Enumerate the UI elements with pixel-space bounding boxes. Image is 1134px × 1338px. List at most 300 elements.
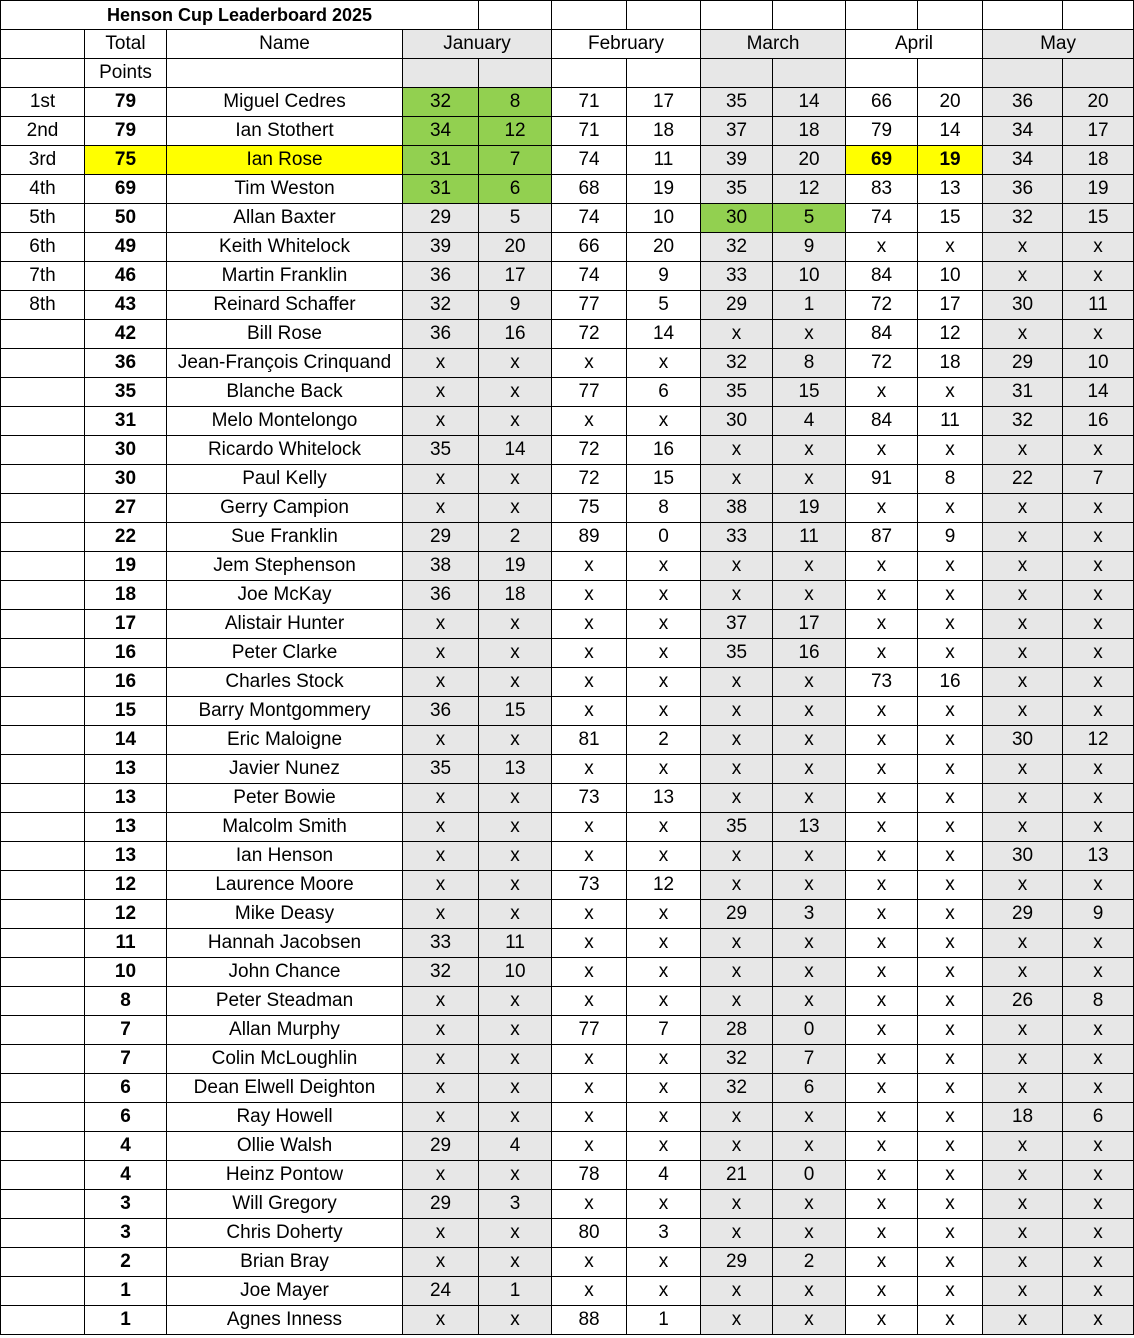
- points-score-cell: x: [627, 1045, 701, 1074]
- gross-score-cell: 35: [701, 175, 773, 204]
- table-row: [1, 581, 1134, 610]
- rank-cell: [1, 1219, 85, 1248]
- gross-score-cell: 30: [701, 407, 773, 436]
- title-row-cell: [846, 1, 918, 30]
- points-score-cell: x: [627, 1248, 701, 1277]
- gross-score-cell: x: [701, 871, 773, 900]
- points-score-cell: x: [627, 842, 701, 871]
- gross-score-cell: 29: [403, 1132, 479, 1161]
- points-score-cell: x: [918, 987, 983, 1016]
- total-points-cell: 79: [85, 88, 167, 117]
- rank-cell: [1, 958, 85, 987]
- gross-score-cell: x: [846, 494, 918, 523]
- points-score-cell: x: [918, 610, 983, 639]
- points-score-cell: x: [627, 668, 701, 697]
- rank-cell: [1, 929, 85, 958]
- table-row: [1, 987, 1134, 1016]
- points-score-cell: x: [773, 1219, 846, 1248]
- gross-score-cell: 29: [983, 349, 1063, 378]
- gross-score-cell: x: [983, 1161, 1063, 1190]
- sheet-title: Henson Cup Leaderboard 2025: [1, 1, 479, 30]
- gross-score-cell: x: [983, 1248, 1063, 1277]
- points-score-cell: 20: [773, 146, 846, 175]
- points-score-cell: x: [479, 349, 552, 378]
- points-score-cell: x: [918, 1074, 983, 1103]
- points-score-cell: x: [773, 1277, 846, 1306]
- gross-score-cell: x: [403, 349, 479, 378]
- gross-score-cell: 18: [983, 1103, 1063, 1132]
- month-header-february: February: [552, 30, 701, 59]
- points-score-cell: x: [918, 1045, 983, 1074]
- player-name-cell: Alistair Hunter: [167, 610, 403, 639]
- points-score-cell: 14: [773, 88, 846, 117]
- rank-cell: [1, 784, 85, 813]
- gross-score-cell: x: [403, 871, 479, 900]
- gross-score-cell: 80: [552, 1219, 627, 1248]
- table-row: [1, 204, 1134, 233]
- gross-score-cell: 36: [403, 320, 479, 349]
- points-score-cell: 17: [1063, 117, 1134, 146]
- player-name-cell: Ricardo Whitelock: [167, 436, 403, 465]
- gross-score-cell: x: [403, 1016, 479, 1045]
- player-name-cell: Gerry Campion: [167, 494, 403, 523]
- total-points-cell: 13: [85, 755, 167, 784]
- total-points-cell: 31: [85, 407, 167, 436]
- points-score-cell: 15: [773, 378, 846, 407]
- gross-score-cell: x: [983, 1219, 1063, 1248]
- month-subheader-cell: [918, 59, 983, 88]
- player-name-cell: Ian Stothert: [167, 117, 403, 146]
- total-points-cell: 43: [85, 291, 167, 320]
- gross-score-cell: x: [552, 349, 627, 378]
- gross-score-cell: x: [983, 1190, 1063, 1219]
- points-score-cell: x: [773, 552, 846, 581]
- gross-score-cell: x: [983, 639, 1063, 668]
- points-score-cell: x: [918, 1103, 983, 1132]
- player-name-cell: Heinz Pontow: [167, 1161, 403, 1190]
- gross-score-cell: x: [846, 233, 918, 262]
- gross-score-cell: x: [983, 697, 1063, 726]
- total-points-cell: 42: [85, 320, 167, 349]
- rank-cell: 2nd: [1, 117, 85, 146]
- total-points-cell: 79: [85, 117, 167, 146]
- points-score-cell: x: [1063, 523, 1134, 552]
- gross-score-cell: x: [552, 1277, 627, 1306]
- rank-cell: [1, 668, 85, 697]
- points-score-cell: 2: [773, 1248, 846, 1277]
- gross-score-cell: x: [846, 697, 918, 726]
- gross-score-cell: x: [846, 1161, 918, 1190]
- gross-score-cell: x: [701, 987, 773, 1016]
- gross-score-cell: 31: [403, 175, 479, 204]
- rank-cell: [1, 494, 85, 523]
- points-score-cell: x: [918, 842, 983, 871]
- points-score-cell: x: [773, 465, 846, 494]
- points-score-cell: 13: [627, 784, 701, 813]
- gross-score-cell: x: [846, 1306, 918, 1335]
- table-row: [1, 349, 1134, 378]
- points-score-cell: 18: [627, 117, 701, 146]
- points-score-cell: x: [918, 581, 983, 610]
- points-score-cell: x: [479, 1016, 552, 1045]
- points-score-cell: x: [1063, 639, 1134, 668]
- rank-cell: 3rd: [1, 146, 85, 175]
- points-score-cell: x: [1063, 1306, 1134, 1335]
- points-score-cell: 6: [479, 175, 552, 204]
- points-score-cell: x: [918, 1132, 983, 1161]
- title-row-cell: [479, 1, 552, 30]
- rank-cell: [1, 726, 85, 755]
- gross-score-cell: 72: [846, 291, 918, 320]
- player-name-cell: Javier Nunez: [167, 755, 403, 784]
- gross-score-cell: 30: [983, 726, 1063, 755]
- title-row-cell: [773, 1, 846, 30]
- gross-score-cell: 84: [846, 407, 918, 436]
- points-score-cell: 10: [479, 958, 552, 987]
- gross-score-cell: x: [552, 900, 627, 929]
- gross-score-cell: x: [846, 784, 918, 813]
- gross-score-cell: 36: [403, 262, 479, 291]
- points-score-cell: x: [918, 494, 983, 523]
- points-score-cell: 8: [479, 88, 552, 117]
- points-score-cell: x: [1063, 929, 1134, 958]
- gross-score-cell: x: [701, 958, 773, 987]
- gross-score-cell: 73: [552, 871, 627, 900]
- gross-score-cell: 71: [552, 88, 627, 117]
- player-name-cell: Dean Elwell Deighton: [167, 1074, 403, 1103]
- points-score-cell: 16: [918, 668, 983, 697]
- points-score-cell: 14: [479, 436, 552, 465]
- gross-score-cell: x: [701, 697, 773, 726]
- player-name-cell: Malcolm Smith: [167, 813, 403, 842]
- points-score-cell: x: [773, 726, 846, 755]
- points-score-cell: x: [627, 900, 701, 929]
- points-score-cell: x: [627, 407, 701, 436]
- month-subheader-cell: [983, 59, 1063, 88]
- rank-cell: [1, 1161, 85, 1190]
- total-points-cell: 27: [85, 494, 167, 523]
- rank-cell: [1, 1248, 85, 1277]
- rank-cell: [1, 523, 85, 552]
- table-row: [1, 697, 1134, 726]
- points-score-cell: x: [627, 1190, 701, 1219]
- player-name-cell: Jem Stephenson: [167, 552, 403, 581]
- points-score-cell: 0: [773, 1161, 846, 1190]
- gross-score-cell: x: [701, 581, 773, 610]
- gross-score-cell: x: [403, 842, 479, 871]
- points-score-cell: 8: [773, 349, 846, 378]
- player-name-cell: Agnes Inness: [167, 1306, 403, 1335]
- total-points-cell: 30: [85, 436, 167, 465]
- title-row: [1, 1, 1134, 30]
- player-name-cell: Ian Rose: [167, 146, 403, 175]
- gross-score-cell: x: [701, 320, 773, 349]
- gross-score-cell: x: [983, 436, 1063, 465]
- points-score-cell: 7: [627, 1016, 701, 1045]
- table-row: [1, 1016, 1134, 1045]
- table-row: [1, 233, 1134, 262]
- points-score-cell: 9: [479, 291, 552, 320]
- table-row: [1, 117, 1134, 146]
- rank-cell: [1, 581, 85, 610]
- total-points-cell: 7: [85, 1045, 167, 1074]
- rank-cell: [1, 1306, 85, 1335]
- table-row: [1, 842, 1134, 871]
- gross-score-cell: x: [552, 929, 627, 958]
- rank-cell: [1, 436, 85, 465]
- points-score-cell: 10: [773, 262, 846, 291]
- gross-score-cell: 77: [552, 291, 627, 320]
- points-score-cell: x: [627, 349, 701, 378]
- points-score-cell: 15: [918, 204, 983, 233]
- points-score-cell: x: [1063, 552, 1134, 581]
- total-points-cell: 14: [85, 726, 167, 755]
- points-score-cell: 0: [627, 523, 701, 552]
- points-score-cell: 16: [479, 320, 552, 349]
- points-score-cell: x: [1063, 813, 1134, 842]
- gross-score-cell: x: [403, 494, 479, 523]
- points-score-cell: x: [773, 436, 846, 465]
- gross-score-cell: 77: [552, 1016, 627, 1045]
- gross-score-cell: 36: [403, 581, 479, 610]
- rank-cell: [1, 320, 85, 349]
- points-score-cell: x: [918, 813, 983, 842]
- gross-score-cell: x: [846, 1219, 918, 1248]
- points-score-cell: 11: [773, 523, 846, 552]
- table-row: [1, 1103, 1134, 1132]
- player-name-cell: Blanche Back: [167, 378, 403, 407]
- gross-score-cell: 34: [403, 117, 479, 146]
- points-score-cell: x: [1063, 784, 1134, 813]
- player-name-cell: Charles Stock: [167, 668, 403, 697]
- points-score-cell: x: [773, 581, 846, 610]
- title-row-cell: [627, 1, 701, 30]
- points-score-cell: 12: [1063, 726, 1134, 755]
- points-score-cell: x: [773, 958, 846, 987]
- leaderboard-body: [1, 1, 1134, 1335]
- gross-score-cell: x: [701, 1103, 773, 1132]
- table-row: [1, 929, 1134, 958]
- table-row: [1, 871, 1134, 900]
- rank-cell: 4th: [1, 175, 85, 204]
- gross-score-cell: 34: [983, 146, 1063, 175]
- points-score-cell: 15: [1063, 204, 1134, 233]
- points-score-cell: 9: [918, 523, 983, 552]
- points-score-cell: x: [1063, 1248, 1134, 1277]
- points-score-cell: 9: [1063, 900, 1134, 929]
- points-score-cell: x: [1063, 1190, 1134, 1219]
- gross-score-cell: 29: [701, 900, 773, 929]
- gross-score-cell: 78: [552, 1161, 627, 1190]
- points-score-cell: 6: [627, 378, 701, 407]
- points-score-cell: x: [1063, 610, 1134, 639]
- total-points-cell: 3: [85, 1219, 167, 1248]
- points-score-cell: x: [479, 987, 552, 1016]
- gross-score-cell: x: [403, 610, 479, 639]
- gross-score-cell: 75: [552, 494, 627, 523]
- total-points-cell: 12: [85, 871, 167, 900]
- points-score-cell: x: [627, 610, 701, 639]
- gross-score-cell: 29: [701, 1248, 773, 1277]
- gross-score-cell: x: [846, 378, 918, 407]
- gross-score-cell: x: [552, 1103, 627, 1132]
- points-score-cell: x: [1063, 1219, 1134, 1248]
- gross-score-cell: x: [846, 1045, 918, 1074]
- rank-cell: [1, 639, 85, 668]
- points-score-cell: x: [918, 1016, 983, 1045]
- gross-score-cell: 35: [701, 378, 773, 407]
- gross-score-cell: x: [552, 813, 627, 842]
- points-score-cell: x: [918, 1161, 983, 1190]
- points-score-cell: x: [1063, 436, 1134, 465]
- points-score-cell: 20: [918, 88, 983, 117]
- points-score-cell: x: [627, 581, 701, 610]
- points-score-cell: 10: [627, 204, 701, 233]
- points-score-cell: 19: [773, 494, 846, 523]
- gross-score-cell: 32: [403, 88, 479, 117]
- table-row: [1, 465, 1134, 494]
- gross-score-cell: 66: [552, 233, 627, 262]
- points-score-cell: x: [627, 697, 701, 726]
- points-score-cell: x: [479, 1248, 552, 1277]
- rank-cell: 7th: [1, 262, 85, 291]
- points-score-cell: x: [918, 233, 983, 262]
- gross-score-cell: x: [403, 1045, 479, 1074]
- total-points-cell: 1: [85, 1306, 167, 1335]
- gross-score-cell: x: [552, 1190, 627, 1219]
- gross-score-cell: x: [701, 1277, 773, 1306]
- points-score-cell: x: [479, 1306, 552, 1335]
- points-score-cell: x: [627, 755, 701, 784]
- points-score-cell: x: [918, 1190, 983, 1219]
- points-score-cell: 6: [773, 1074, 846, 1103]
- gross-score-cell: 38: [701, 494, 773, 523]
- gross-score-cell: x: [552, 610, 627, 639]
- points-score-cell: 14: [627, 320, 701, 349]
- total-points-cell: 17: [85, 610, 167, 639]
- gross-score-cell: 21: [701, 1161, 773, 1190]
- points-score-cell: x: [1063, 262, 1134, 291]
- points-score-cell: x: [627, 987, 701, 1016]
- gross-score-cell: 74: [552, 146, 627, 175]
- points-score-cell: x: [1063, 871, 1134, 900]
- gross-score-cell: 34: [983, 117, 1063, 146]
- month-header-may: May: [983, 30, 1134, 59]
- gross-score-cell: 74: [552, 204, 627, 233]
- points-score-cell: 18: [773, 117, 846, 146]
- points-score-cell: x: [918, 900, 983, 929]
- gross-score-cell: 32: [701, 1045, 773, 1074]
- gross-score-cell: x: [846, 987, 918, 1016]
- points-score-cell: x: [479, 1103, 552, 1132]
- rank-cell: [1, 1074, 85, 1103]
- gross-score-cell: 32: [983, 407, 1063, 436]
- total-points-cell: 10: [85, 958, 167, 987]
- points-score-cell: x: [918, 639, 983, 668]
- player-name-cell: Eric Maloigne: [167, 726, 403, 755]
- rank-cell: 6th: [1, 233, 85, 262]
- total-points-cell: 13: [85, 842, 167, 871]
- points-score-cell: x: [773, 320, 846, 349]
- month-subheader-cell: [627, 59, 701, 88]
- gross-score-cell: x: [552, 987, 627, 1016]
- rank-cell: 5th: [1, 204, 85, 233]
- gross-score-cell: x: [701, 465, 773, 494]
- rank-cell: [1, 1045, 85, 1074]
- points-score-cell: 18: [918, 349, 983, 378]
- table-row: [1, 1132, 1134, 1161]
- gross-score-cell: 37: [701, 610, 773, 639]
- points-score-cell: x: [627, 552, 701, 581]
- points-score-cell: 13: [479, 755, 552, 784]
- points-score-cell: 11: [479, 929, 552, 958]
- gross-score-cell: x: [846, 900, 918, 929]
- points-score-cell: 3: [479, 1190, 552, 1219]
- table-row: [1, 175, 1134, 204]
- gross-score-cell: x: [701, 1190, 773, 1219]
- gross-score-cell: x: [552, 697, 627, 726]
- points-score-cell: 17: [479, 262, 552, 291]
- points-score-cell: x: [479, 494, 552, 523]
- total-points-cell: 2: [85, 1248, 167, 1277]
- total-points-cell: 46: [85, 262, 167, 291]
- points-score-cell: 16: [773, 639, 846, 668]
- points-score-cell: x: [918, 784, 983, 813]
- table-row: [1, 262, 1134, 291]
- gross-score-cell: x: [846, 871, 918, 900]
- gross-score-cell: 84: [846, 320, 918, 349]
- gross-score-cell: x: [701, 726, 773, 755]
- gross-score-cell: 88: [552, 1306, 627, 1335]
- table-row: [1, 378, 1134, 407]
- player-name-cell: Barry Montgommery: [167, 697, 403, 726]
- player-name-cell: Chris Doherty: [167, 1219, 403, 1248]
- points-score-cell: x: [627, 958, 701, 987]
- points-score-cell: 5: [773, 204, 846, 233]
- gross-score-cell: 32: [701, 349, 773, 378]
- table-row: [1, 494, 1134, 523]
- points-score-cell: 1: [773, 291, 846, 320]
- player-name-cell: Reinard Schaffer: [167, 291, 403, 320]
- rank-cell: [1, 349, 85, 378]
- gross-score-cell: 35: [701, 813, 773, 842]
- month-subheader-cell: [403, 59, 479, 88]
- gross-score-cell: 26: [983, 987, 1063, 1016]
- gross-score-cell: x: [846, 929, 918, 958]
- player-name-cell: Martin Franklin: [167, 262, 403, 291]
- header-row: [1, 30, 1134, 59]
- gross-score-cell: x: [403, 1219, 479, 1248]
- gross-score-cell: x: [983, 552, 1063, 581]
- points-score-cell: x: [479, 784, 552, 813]
- table-row: [1, 320, 1134, 349]
- rank-cell: 8th: [1, 291, 85, 320]
- gross-score-cell: 29: [701, 291, 773, 320]
- gross-score-cell: 29: [403, 204, 479, 233]
- points-score-cell: x: [1063, 697, 1134, 726]
- points-score-cell: x: [627, 639, 701, 668]
- points-score-cell: 7: [773, 1045, 846, 1074]
- points-score-cell: x: [918, 1306, 983, 1335]
- total-points-cell: 19: [85, 552, 167, 581]
- points-score-cell: x: [627, 1132, 701, 1161]
- total-points-cell: 22: [85, 523, 167, 552]
- rank-cell: [1, 465, 85, 494]
- table-row: [1, 1074, 1134, 1103]
- gross-score-cell: x: [846, 1103, 918, 1132]
- gross-score-cell: 29: [983, 900, 1063, 929]
- points-score-cell: x: [918, 1248, 983, 1277]
